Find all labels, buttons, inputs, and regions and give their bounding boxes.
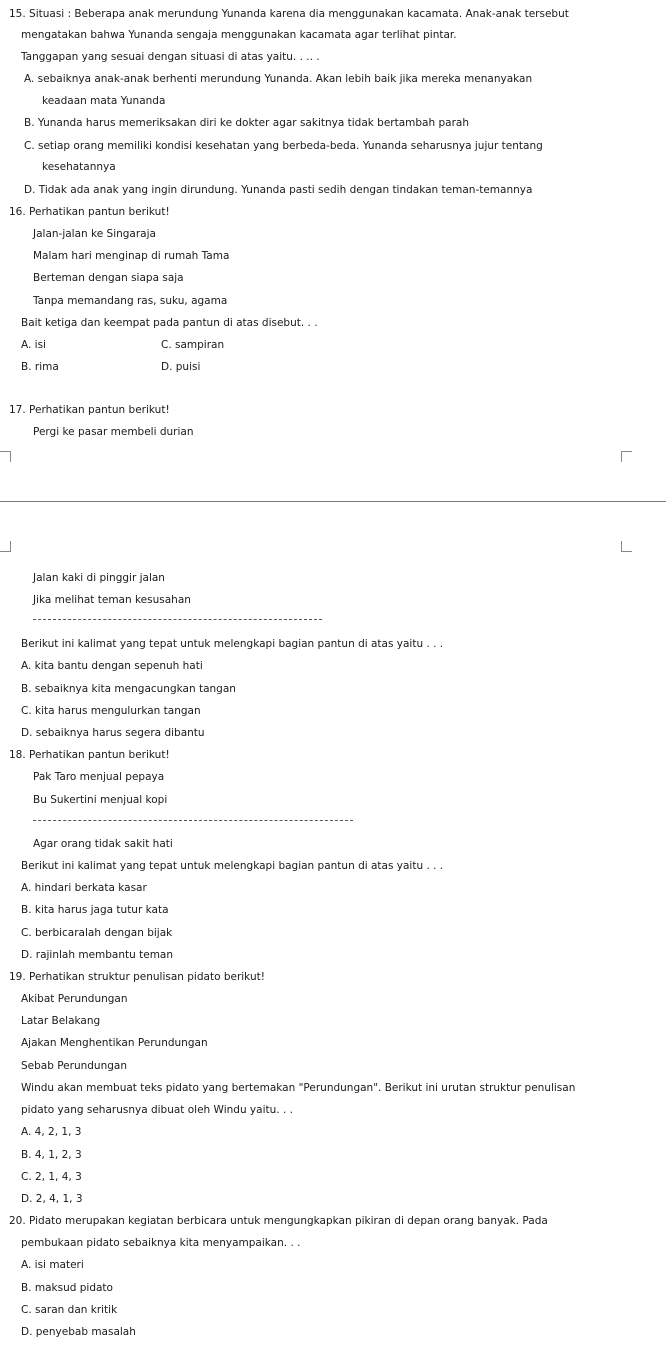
q15-option-c-line1: C. setiap orang memiliki kondisi kesehatan yang berbeda-beda. Yunanda seharusnya jujur tentang (24, 140, 543, 152)
q16-question: Bait ketiga dan keempat pada pantun di atas disebut. . . (21, 317, 318, 329)
q15-option-a-line2: keadaan mata Yunanda (42, 95, 166, 107)
q16-pantun-line2: Malam hari menginap di rumah Tama (33, 250, 230, 262)
q19-question-line1: Windu akan membuat teks pidato yang bertemakan "Perundungan". Berikut ini urutan struktur penulisan (21, 1082, 576, 1094)
q15-option-b: B. Yunanda harus memeriksakan diri ke dokter agar sakitnya tidak bertambah parah (24, 117, 469, 129)
q19-structure-2: Latar Belakang (21, 1015, 101, 1027)
page-corner-mark (0, 451, 11, 462)
q19-option-d: D. 2, 4, 1, 3 (21, 1193, 83, 1205)
q18-pantun-line4: Agar orang tidak sakit hati (33, 838, 173, 850)
q18-pantun-line2: Bu Sukertini menjual kopi (33, 794, 168, 806)
q16-option-d: D. puisi (161, 361, 201, 373)
q18-blank-line (33, 820, 353, 821)
q17-pantun-line2: Jalan kaki di pinggir jalan (33, 572, 165, 584)
q20-stem-line2: pembukaan pidato sebaiknya kita menyampaikan. . . (21, 1237, 301, 1249)
q15-question: Tanggapan yang sesuai dengan situasi di atas yaitu. . .. . (21, 51, 320, 63)
q18-option-a: A. hindari berkata kasar (21, 882, 147, 894)
q19-option-a: A. 4, 2, 1, 3 (21, 1126, 82, 1138)
q17-pantun-line1: Pergi ke pasar membeli durian (33, 426, 194, 438)
page-break-line (0, 501, 666, 502)
q20-stem-line1: 20. Pidato merupakan kegiatan berbicara untuk mengungkapkan pikiran di depan orang banyak. Pada (9, 1215, 548, 1227)
q15-option-c-line2: kesehatannya (42, 161, 116, 173)
q16-pantun-line1: Jalan-jalan ke Singaraja (33, 228, 156, 240)
q16-pantun-line4: Tanpa memandang ras, suku, agama (33, 295, 228, 307)
page-corner-mark (0, 541, 11, 552)
q20-option-c: C. saran dan kritik (21, 1304, 118, 1316)
q19-option-c: C. 2, 1, 4, 3 (21, 1171, 82, 1183)
q15-stem-line1: 15. Situasi : Beberapa anak merundung Yunanda karena dia menggunakan kacamata. Anak-anak tersebut (9, 8, 569, 20)
q20-option-d: D. penyebab masalah (21, 1326, 136, 1338)
q18-option-d: D. rajinlah membantu teman (21, 949, 174, 961)
q16-option-c: C. sampiran (161, 339, 225, 351)
q16-pantun-line3: Berteman dengan siapa saja (33, 272, 184, 284)
q15-option-d: D. Tidak ada anak yang ingin dirundung. Yunanda pasti sedih dengan tindakan teman-temannya (24, 184, 533, 196)
q19-structure-4: Sebab Perundungan (21, 1060, 127, 1072)
q20-option-b: B. maksud pidato (21, 1282, 113, 1294)
q19-question-line2: pidato yang seharusnya dibuat oleh Windu yaitu. . . (21, 1104, 293, 1116)
q19-structure-1: Akibat Perundungan (21, 993, 128, 1005)
q18-option-b: B. kita harus jaga tutur kata (21, 904, 169, 916)
q15-stem-line2: mengatakan bahwa Yunanda sengaja menggunakan kacamata agar terlihat pintar. (21, 29, 457, 41)
q17-stem: 17. Perhatikan pantun berikut! (9, 404, 170, 416)
q16-stem: 16. Perhatikan pantun berikut! (9, 206, 170, 218)
q17-option-c: C. kita harus mengulurkan tangan (21, 705, 201, 717)
q17-option-d: D. sebaiknya harus segera dibantu (21, 727, 205, 739)
q16-option-b: B. rima (21, 361, 59, 373)
q19-option-b: B. 4, 1, 2, 3 (21, 1149, 82, 1161)
q19-stem: 19. Perhatikan struktur penulisan pidato berikut! (9, 971, 265, 983)
q20-option-a: A. isi materi (21, 1259, 84, 1271)
q16-option-a: A. isi (21, 339, 46, 351)
q18-pantun-line1: Pak Taro menjual pepaya (33, 771, 165, 783)
q17-pantun-line3: Jika melihat teman kesusahan (33, 594, 191, 606)
q18-stem: 18. Perhatikan pantun berikut! (9, 749, 170, 761)
page-corner-mark (621, 451, 632, 462)
q17-blank-line (33, 619, 322, 620)
q18-option-c: C. berbicaralah dengan bijak (21, 927, 173, 939)
q17-option-a: A. kita bantu dengan sepenuh hati (21, 660, 203, 672)
page-corner-mark (621, 541, 632, 552)
q17-option-b: B. sebaiknya kita mengacungkan tangan (21, 683, 236, 695)
q15-option-a-line1: A. sebaiknya anak-anak berhenti merundung Yunanda. Akan lebih baik jika mereka menanyakan (24, 73, 533, 85)
q18-question: Berikut ini kalimat yang tepat untuk melengkapi bagian pantun di atas yaitu . . . (21, 860, 444, 872)
q17-question: Berikut ini kalimat yang tepat untuk melengkapi bagian pantun di atas yaitu . . . (21, 638, 444, 650)
q19-structure-3: Ajakan Menghentikan Perundungan (21, 1037, 208, 1049)
